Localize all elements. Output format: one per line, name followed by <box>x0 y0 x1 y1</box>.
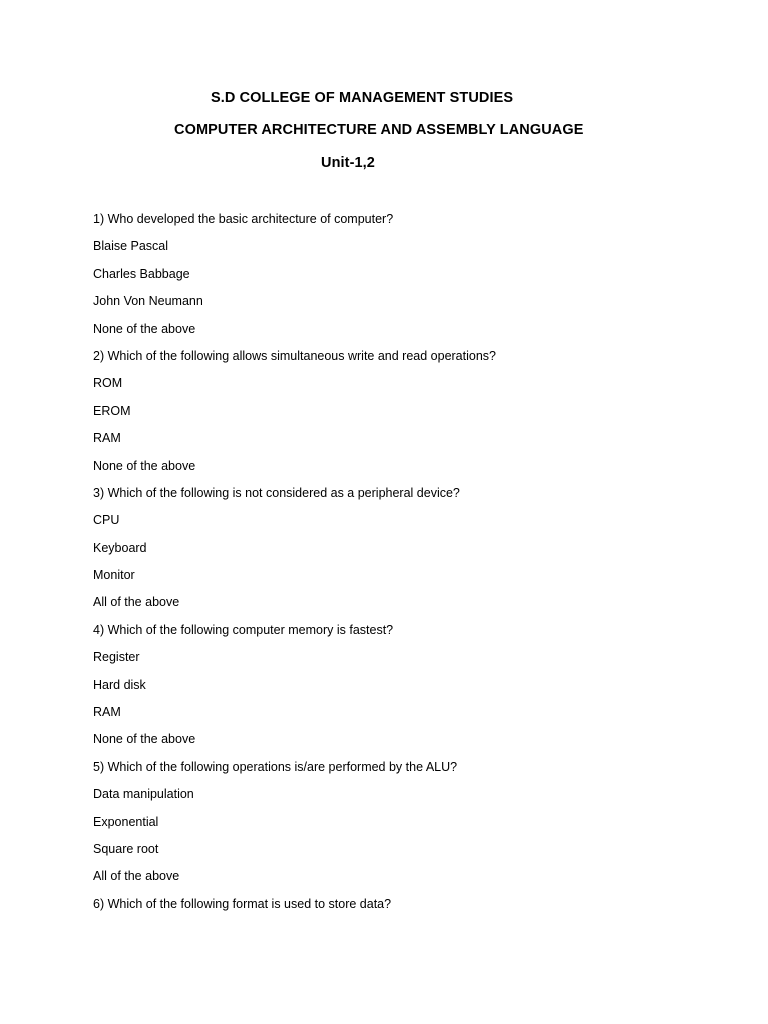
answer-option: Monitor <box>93 568 135 583</box>
question-text: 4) Which of the following computer memory is fastest? <box>93 622 394 637</box>
question-text: 2) Which of the following allows simultaneous write and read operations? <box>93 348 496 363</box>
answer-option: RAM <box>93 431 121 446</box>
answer-option: Square root <box>93 841 159 856</box>
answer-option: Hard disk <box>93 677 146 692</box>
answer-option: Register <box>93 650 140 665</box>
answer-option: John Von Neumann <box>93 294 203 309</box>
answer-option: Keyboard <box>93 540 147 555</box>
answer-option: Charles Babbage <box>93 266 190 281</box>
question-text: 3) Which of the following is not considered as a peripheral device? <box>93 485 460 500</box>
answer-option: CPU <box>93 513 120 528</box>
question-text: 6) Which of the following format is used to store data? <box>93 896 392 911</box>
course-title: COMPUTER ARCHITECTURE AND ASSEMBLY LANGUAGE <box>174 122 584 138</box>
answer-option: None of the above <box>93 458 196 473</box>
question-list <box>93 210 713 922</box>
answer-option: EROM <box>93 403 131 418</box>
answer-option: ROM <box>93 376 123 391</box>
answer-option: RAM <box>93 705 121 720</box>
answer-option: None of the above <box>93 321 196 336</box>
question-text: 1) Who developed the basic architecture of computer? <box>93 212 394 226</box>
answer-option: Exponential <box>93 814 159 829</box>
answer-option: Data manipulation <box>93 787 194 802</box>
answer-option: All of the above <box>93 595 180 610</box>
college-name: S.D COLLEGE OF MANAGEMENT STUDIES <box>211 90 514 106</box>
answer-option: All of the above <box>93 869 180 884</box>
unit-label: Unit-1,2 <box>321 155 375 171</box>
answer-option: None of the above <box>93 732 196 747</box>
answer-option: Blaise Pascal <box>93 239 169 254</box>
question-text: 5) Which of the following operations is/are performed by the ALU? <box>93 759 458 774</box>
